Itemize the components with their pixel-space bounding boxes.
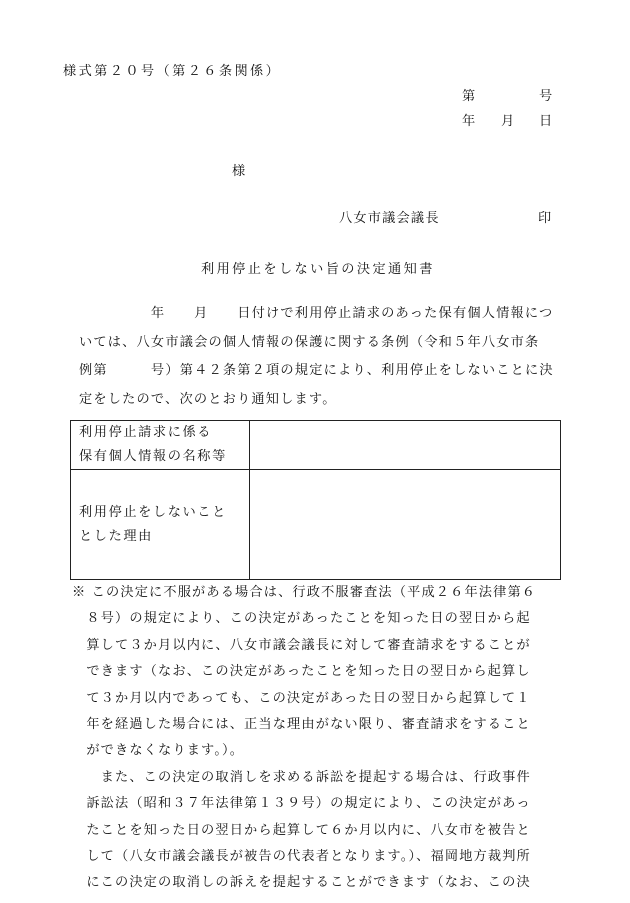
seal: 印	[538, 211, 552, 226]
date-day: 日	[539, 114, 553, 129]
note-line: また、この決定の取消しを求める訴訟を提起する場合は、行政事件	[72, 769, 531, 785]
note-line: 算して３か月以内に、八女市議会議長に対して審査請求をすることが	[72, 637, 531, 653]
body-text	[79, 300, 571, 414]
note-line: ができなくなります。）。	[72, 743, 245, 759]
note-line: たことを知った日の翌日から起算して６か月以内に、八女市を被告と	[72, 822, 531, 838]
table-value-target-info	[250, 421, 561, 470]
note-line: 年を経過した場合には、正当な理由がない限り、審査請求をすること	[72, 717, 531, 733]
body-line: 定をしたので、次のとおり通知します。	[79, 391, 337, 407]
doc-number-suffix: 号	[539, 89, 553, 104]
table-row	[71, 421, 561, 470]
addressee-suffix: 様	[232, 164, 246, 179]
doc-number-prefix: 第	[462, 89, 476, 104]
form-number: 様式第２０号（第２６条関係）	[63, 64, 282, 79]
document-title: 利用停止をしない旨の決定通知書	[201, 262, 435, 277]
note-line: て３か月以内であっても、この決定があった日の翌日から起算して１	[72, 690, 531, 706]
body-line: 年 月 日付けで利用停止請求のあった保有個人情報につ	[79, 306, 554, 321]
appeal-note	[72, 580, 572, 897]
note-line: して（八女市議会議長が被告の代表者となります。）、福岡地方裁判所	[72, 849, 531, 865]
note-line: できます（なお、この決定があったことを知った日の翌日から起算し	[72, 664, 531, 680]
table-row	[71, 470, 561, 580]
body-line: 例第 号）第４２条第２項の規定により、利用停止をしないことに決	[79, 363, 554, 378]
table-label-target-info: 利用停止請求に係る 保有個人情報の名称等	[71, 421, 250, 470]
table-label-reason: 利用停止をしないこと とした理由	[71, 470, 250, 580]
info-table	[70, 420, 561, 580]
note-line: にこの決定の取消しの訴えを提起することができます（なお、この決	[72, 875, 531, 891]
note-line: ８号）の規定により、この決定があったことを知った日の翌日から起	[72, 611, 531, 627]
table-value-reason	[250, 470, 561, 580]
date-month: 月	[501, 114, 515, 129]
note-line: 訴訟法（昭和３７年法律第１３９号）の規定により、この決定があっ	[72, 796, 531, 812]
date-year: 年	[462, 114, 476, 129]
note-line: ※ この決定に不服がある場合は、行政不服審査法（平成２６年法律第６	[72, 585, 537, 600]
issuer: 八女市議会議長	[339, 211, 440, 226]
body-line: いては、八女市議会の個人情報の保護に関する条例（令和５年八女市条	[79, 334, 540, 350]
